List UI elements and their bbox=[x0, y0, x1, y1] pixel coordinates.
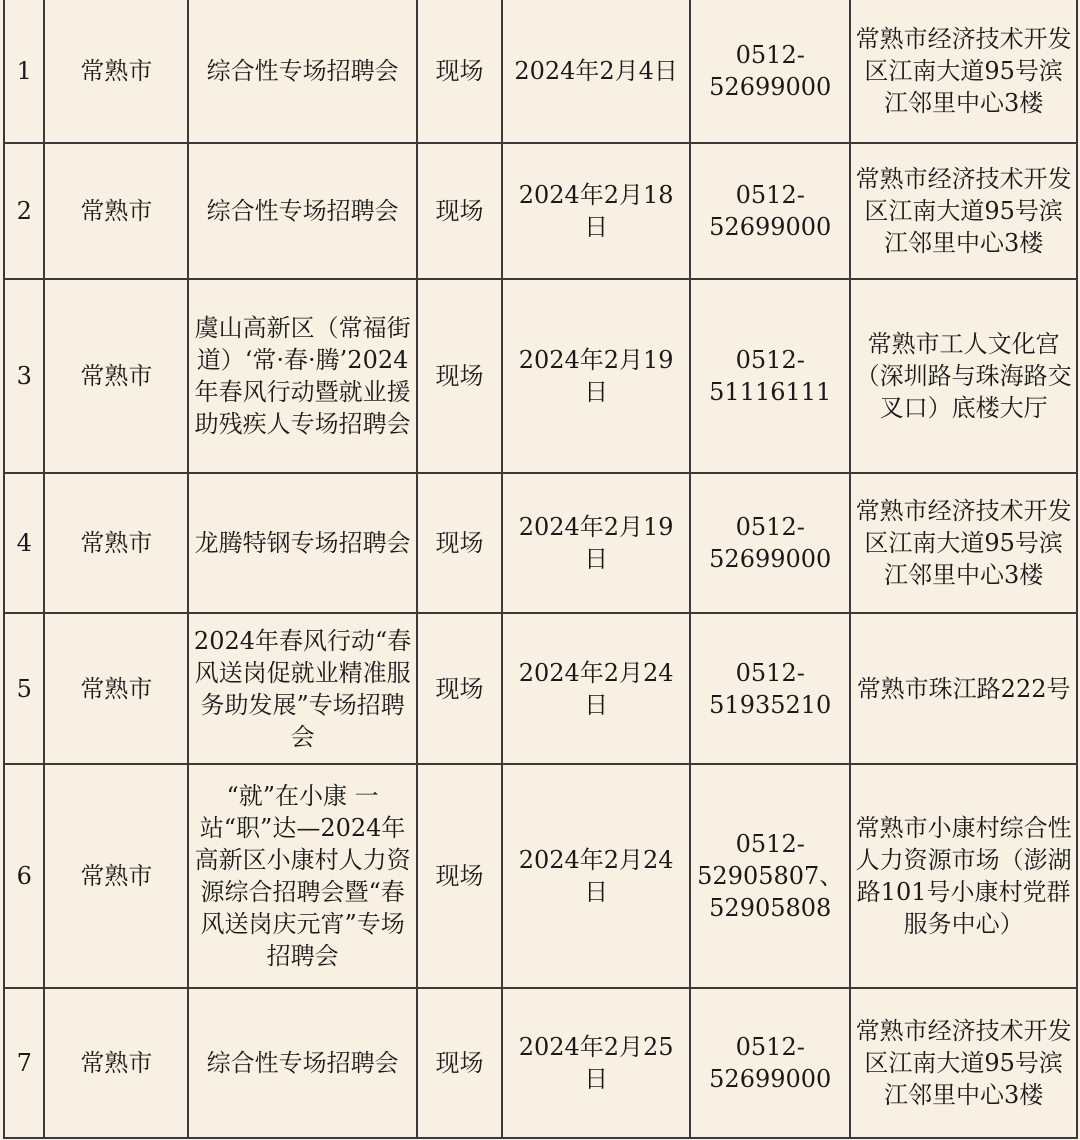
row-index: 7 bbox=[4, 988, 44, 1138]
date-cell: 2024年2月4日 bbox=[502, 0, 690, 143]
event-name-cell: 龙腾特钢专场招聘会 bbox=[188, 473, 417, 613]
address-cell: 常熟市工人文化宫（深圳路与珠海路交叉口）底楼大厅 bbox=[850, 279, 1077, 473]
date-cell: 2024年2月25日 bbox=[502, 988, 690, 1138]
phone-line: 0512- bbox=[735, 41, 805, 69]
mode-cell: 现场 bbox=[417, 0, 502, 143]
city-cell: 常熟市 bbox=[44, 0, 188, 143]
city-cell: 常熟市 bbox=[44, 988, 188, 1138]
address-cell: 常熟市经济技术开发区江南大道95号滨江邻里中心3楼 bbox=[850, 0, 1077, 143]
phone-line: 52699000 bbox=[709, 545, 832, 573]
table-row bbox=[4, 0, 1077, 143]
table-row bbox=[4, 988, 1077, 1138]
event-name-cell: 综合性专场招聘会 bbox=[188, 0, 417, 143]
phone-line: 0512- bbox=[735, 830, 805, 858]
row-index: 3 bbox=[4, 279, 44, 473]
date-cell: 2024年2月24日 bbox=[502, 764, 690, 988]
mode-cell: 现场 bbox=[417, 473, 502, 613]
table-row bbox=[4, 143, 1077, 279]
city-cell: 常熟市 bbox=[44, 764, 188, 988]
city-cell: 常熟市 bbox=[44, 613, 188, 764]
date-cell: 2024年2月19日 bbox=[502, 473, 690, 613]
phone-cell bbox=[690, 0, 850, 143]
address-cell: 常熟市小康村综合性人力资源市场（澎湖路101号小康村党群服务中心） bbox=[850, 764, 1077, 988]
event-name-cell: 综合性专场招聘会 bbox=[188, 988, 417, 1138]
table-row bbox=[4, 764, 1077, 988]
date-cell: 2024年2月18日 bbox=[502, 143, 690, 279]
table-row bbox=[4, 613, 1077, 764]
phone-line: 51935210 bbox=[709, 690, 832, 719]
phone-line: 52905808 bbox=[709, 894, 832, 922]
phone-line: 0512- bbox=[735, 181, 805, 209]
phone-line: 0512- bbox=[735, 658, 805, 687]
mode-cell: 现场 bbox=[417, 613, 502, 764]
phone-cell bbox=[690, 764, 850, 988]
job-fair-table bbox=[3, 0, 1078, 1139]
phone-cell bbox=[690, 988, 850, 1138]
event-name-cell: 2024年春风行动“春风送岗促就业精准服务助发展”专场招聘会 bbox=[188, 613, 417, 764]
mode-cell: 现场 bbox=[417, 988, 502, 1138]
row-index: 1 bbox=[4, 0, 44, 143]
phone-line: 52699000 bbox=[709, 1065, 832, 1093]
event-name-cell: 虞山高新区（常福街道）‘常·春·腾’2024年春风行动暨就业援助残疾人专场招聘会 bbox=[188, 279, 417, 473]
phone-line: 52699000 bbox=[709, 73, 832, 101]
address-cell: 常熟市经济技术开发区江南大道95号滨江邻里中心3楼 bbox=[850, 988, 1077, 1138]
phone-cell bbox=[690, 473, 850, 613]
phone-line: 0512- bbox=[735, 1033, 805, 1061]
date-cell: 2024年2月19日 bbox=[502, 279, 690, 473]
event-name-cell: “就”在小康 一站“职”达—2024年高新区小康村人力资源综合招聘会暨“春风送岗庆元宵”专场招聘会 bbox=[188, 764, 417, 988]
city-cell: 常熟市 bbox=[44, 279, 188, 473]
phone-cell bbox=[690, 613, 850, 764]
mode-cell: 现场 bbox=[417, 279, 502, 473]
address-cell: 常熟市经济技术开发区江南大道95号滨江邻里中心3楼 bbox=[850, 143, 1077, 279]
phone-line: 52699000 bbox=[709, 213, 832, 241]
phone-line: 52905807、 bbox=[697, 862, 844, 890]
table-row bbox=[4, 473, 1077, 613]
row-index: 4 bbox=[4, 473, 44, 613]
phone-cell bbox=[690, 143, 850, 279]
mode-cell: 现场 bbox=[417, 143, 502, 279]
row-index: 6 bbox=[4, 764, 44, 988]
row-index: 2 bbox=[4, 143, 44, 279]
event-name-cell: 综合性专场招聘会 bbox=[188, 143, 417, 279]
city-cell: 常熟市 bbox=[44, 143, 188, 279]
date-cell: 2024年2月24日 bbox=[502, 613, 690, 764]
row-index: 5 bbox=[4, 613, 44, 764]
phone-line: 0512- bbox=[735, 513, 805, 541]
phone-line: 51116111 bbox=[709, 378, 832, 406]
table-row bbox=[4, 279, 1077, 473]
phone-line: 0512- bbox=[735, 346, 805, 374]
phone-cell bbox=[690, 279, 850, 473]
address-cell: 常熟市经济技术开发区江南大道95号滨江邻里中心3楼 bbox=[850, 473, 1077, 613]
mode-cell: 现场 bbox=[417, 764, 502, 988]
city-cell: 常熟市 bbox=[44, 473, 188, 613]
address-cell: 常熟市珠江路222号 bbox=[850, 613, 1077, 764]
